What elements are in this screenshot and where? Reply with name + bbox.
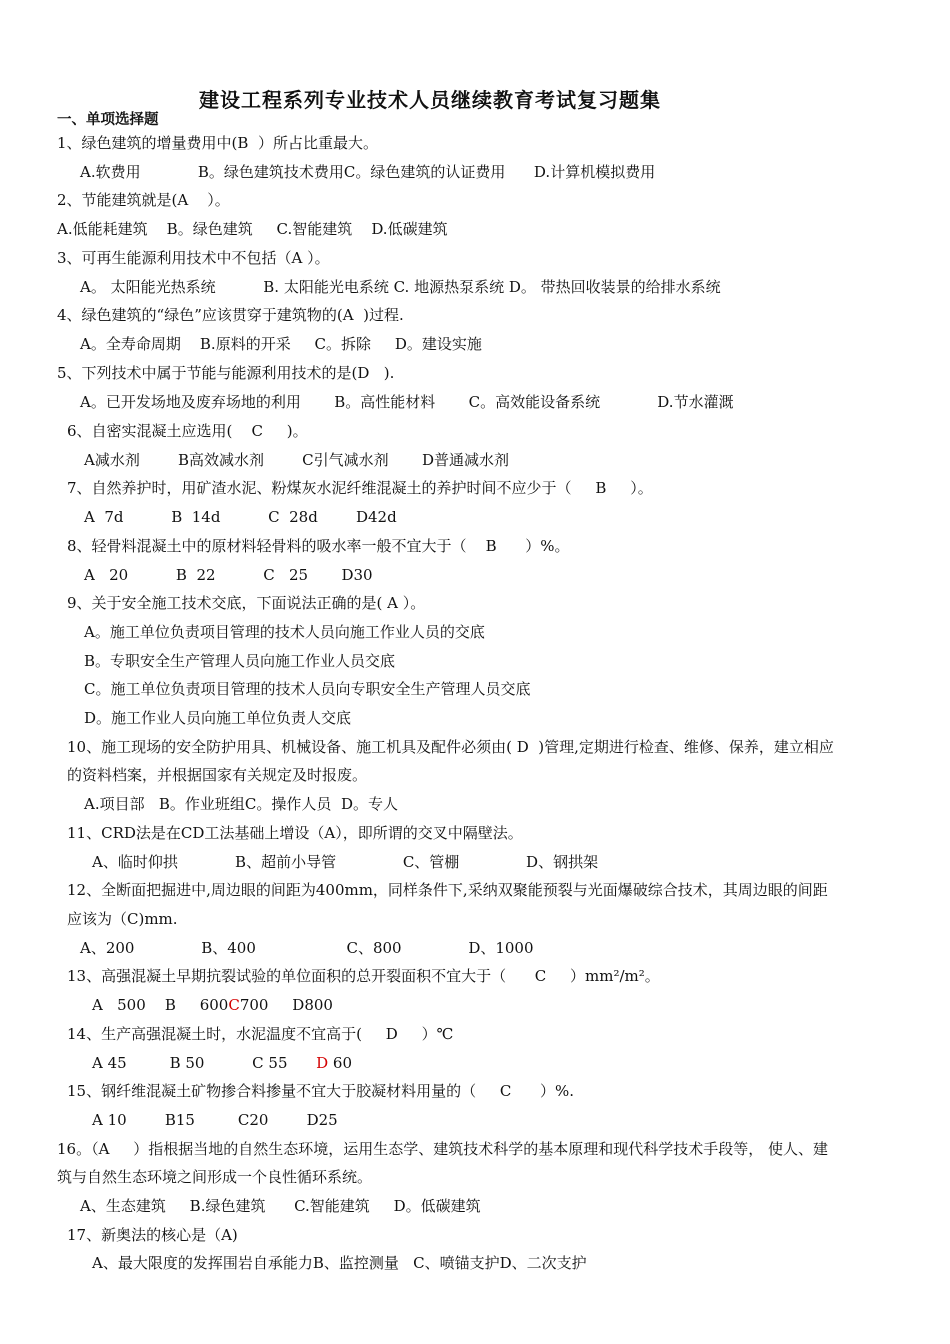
question-14-options: [92, 1053, 352, 1073]
question-4: 4、绿色建筑的“绿色”应该贯穿于建筑物的(A )过程.: [57, 306, 404, 324]
question-1: 1、绿色建筑的增量费用中(B ）所占比重最大。: [57, 134, 378, 152]
question-10: 10、施工现场的安全防护用具、机械设备、施工机具及配件必须由( D )管理,定期进行检查、维修、保养，建立相应: [67, 738, 834, 756]
question-3-options: A。 太阳能光热系统 B. 太阳能光电系统 C. 地源热泵系统 D。 带热回收装景的给排水系统: [80, 278, 721, 296]
question-16-options: A、生态建筑 B.绿色建筑 C.智能建筑 D。低碳建筑: [80, 1197, 481, 1215]
question-2: 2、节能建筑就是(A ）。: [57, 191, 230, 209]
question-15: 15、钢纤维混凝土矿物掺合料掺量不宜大于胶凝材料用量的（ C ）%.: [67, 1082, 575, 1100]
question-12-options: A、200 B、400 C、800 D、1000: [80, 939, 534, 957]
question-6: 6、自密实混凝土应选用( C )。: [67, 422, 308, 440]
question-12-cont: 应该为（C)mm.: [67, 910, 178, 928]
question-9: 9、关于安全施工技术交底，下面说法正确的是( A ）。: [67, 594, 426, 612]
question-9-option-c: C。施工单位负责项目管理的技术人员向专职安全生产管理人员交底: [84, 680, 531, 698]
question-16: 16。（A ）指根据当地的自然生态环境，运用生态学、建筑技术科学的基本原理和现代科学技术手段等， 使人、建: [57, 1140, 829, 1158]
question-4-options: A。全寿命周期 B.原料的开采 C。拆除 D。建设实施: [80, 335, 482, 353]
question-17: 17、新奥法的核心是（A): [67, 1226, 238, 1244]
question-17-options: A、最大限度的发挥围岩自承能力B、监控测量 C、喷锚支护D、二次支护: [92, 1254, 587, 1272]
question-14: 14、生产高强混凝土时，水泥温度不宜高于( D ）℃: [67, 1025, 454, 1043]
question-13-options-ab: A 500 B 600: [92, 996, 229, 1014]
question-15-options: A 10 B15 C20 D25: [92, 1111, 338, 1129]
question-16-cont: 筑与自然生态环境之间形成一个良性循环系统。: [57, 1168, 373, 1186]
question-1-options: A.软费用 B。绿色建筑技术费用C。绿色建筑的认证费用 D.计算机模拟费用: [80, 163, 656, 181]
question-8: 8、轻骨料混凝土中的原材料轻骨料的吸水率一般不宜大于（ B ）%。: [67, 537, 570, 555]
page-title: 建设工程系列专业技术人员继续教育考试复习题集: [199, 88, 661, 112]
question-5: 5、下列技术中属于节能与能源利用技术的是(D ).: [57, 364, 395, 382]
question-6-options: A减水剂 B高效减水剂 C引气减水剂 D普通减水剂: [84, 451, 510, 469]
question-10-options: A.项目部 B。作业班组C。操作人员 D。专人: [84, 795, 398, 813]
question-13: 13、高强混凝土早期抗裂试验的单位面积的总开裂面积不宜大于（ C ）mm²/m²。: [67, 967, 660, 985]
question-8-options: A 20 B 22 C 25 D30: [84, 566, 373, 584]
question-12: 12、全断面把掘进中,周边眼的间距为400mm，同样条件下,采纳双聚能预裂与光面爆破综合技术，其周边眼的间距: [67, 881, 828, 899]
question-11-options: A、临时仰拱 B、超前小导管 C、管棚 D、钢拱架: [92, 853, 599, 871]
question-13-options-cd: 700 D800: [239, 996, 333, 1014]
question-5-options: A。已开发场地及废弃场地的利用 B。高性能材料 C。高效能设备系统 D.节水灌溉: [80, 393, 734, 411]
section-heading: 一、单项选择题: [57, 112, 159, 128]
question-9-option-a: A。施工单位负责项目管理的技术人员向施工作业人员的交底: [84, 623, 485, 641]
question-7: 7、自然养护时，用矿渣水泥、粉煤灰水泥纤维混凝土的养护时间不应少于（ B ）。: [67, 479, 653, 497]
question-3: 3、可再生能源利用技术中不包括（A ）。: [57, 249, 330, 267]
question-14-option-d: 60: [328, 1054, 352, 1072]
question-14-options-abc: A 45 B 50 C 55: [92, 1054, 288, 1072]
question-10-cont: 的资料档案，并根据国家有关规定及时报废。: [67, 766, 368, 784]
question-9-option-b: B。专职安全生产管理人员向施工作业人员交底: [84, 652, 396, 670]
question-7-options: A 7d B 14d C 28d D42d: [84, 508, 397, 526]
question-9-option-d: D。施工作业人员向施工单位负责人交底: [84, 709, 352, 727]
question-2-options: A.低能耗建筑 B。绿色建筑 C.智能建筑 D.低碳建筑: [57, 220, 448, 238]
question-14-answer-mark: D: [316, 1054, 329, 1072]
question-13-answer-mark: C: [228, 996, 240, 1014]
question-13-options: [92, 995, 333, 1015]
question-11: 11、CRD法是在CD工法基础上增设（A），即所谓的交叉中隔壁法。: [67, 824, 523, 842]
